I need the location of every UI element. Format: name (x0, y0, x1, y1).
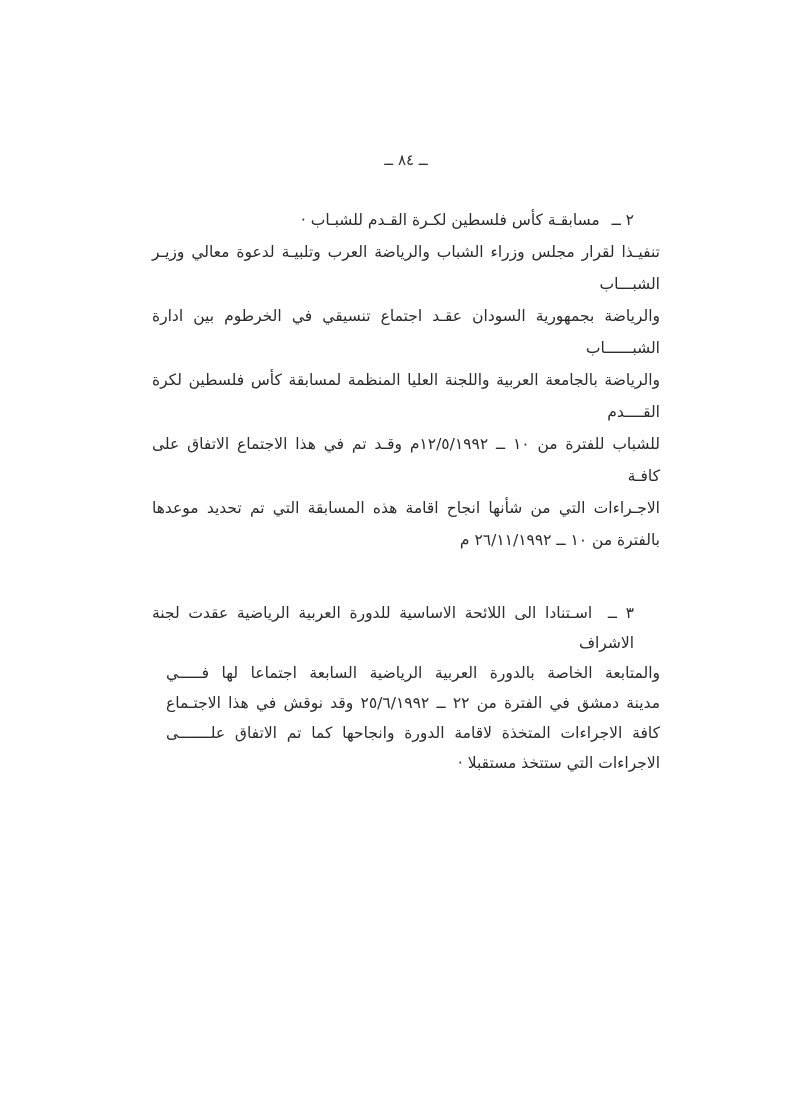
section-3 (152, 598, 660, 778)
paragraph-line: والمتابعة الخاصة بالدورة العربية الرياضية السابعة اجتماعا لها فـــــي (166, 664, 660, 682)
section-3-number: ٣ ــ (607, 604, 634, 622)
section-2-title: مسابقـة كأس فلسطين لكـرة القـدم للشبـاب · (300, 211, 600, 229)
section-3-paragraph (152, 658, 660, 778)
section-3-title: اسـتنادا الى اللائحة الاساسية للدورة العربية الرياضية عقدت لجنة الاشراف (152, 604, 634, 652)
paragraph-line: الاجراءات التي ستتخذ مستقبلا · (457, 754, 660, 772)
section-2-number: ٢ ــ (611, 211, 634, 229)
section-3-heading-line (152, 598, 660, 658)
page-content (152, 150, 660, 820)
paragraph-line: والرياضة بجمهورية السودان عقـد اجتماع تنسيقي في الخرطوم بين ادارة الشبــــــاب (152, 307, 660, 357)
page-number: ــ ٨٤ ــ (384, 151, 428, 169)
paragraph-line: للشباب للفترة من ١٠ ــ ١٢/٥/١٩٩٢م وقـد تم في هذا الاجتماع الاتفاق على كافـة (152, 435, 660, 485)
paragraph-line: الاجـراءات التي من شأنها انجاح اقامة هذه المسابقة التي تم تحديد موعدها (152, 499, 660, 517)
paragraph-line: والرياضة بالجامعة العربية واللجنة العليا المنظمة لمسابقة كأس فلسطين لكرة القــــدم (152, 371, 660, 421)
section-2-paragraph (152, 236, 660, 556)
section-2-heading-line (152, 204, 660, 236)
paragraph-line: بالفترة من ١٠ ــ ٢٦/١١/١٩٩٢ م (459, 531, 660, 549)
section-2 (152, 204, 660, 556)
paragraph-line: كافة الاجراءات المتخذة لاقامة الدورة وانجاحها كما تم الاتفاق علـــــــى (166, 724, 660, 742)
paragraph-line: تنفيـذا لقرار مجلس وزراء الشباب والرياضة العرب وتلبيـة لدعوة معالي وزيـر الشبـــاب (152, 243, 660, 293)
paragraph-line: مدينة دمشق في الفترة من ٢٢ ــ ٢٥/٦/١٩٩٢ وقد نوقش في هذا الاجتـماع (166, 694, 661, 712)
